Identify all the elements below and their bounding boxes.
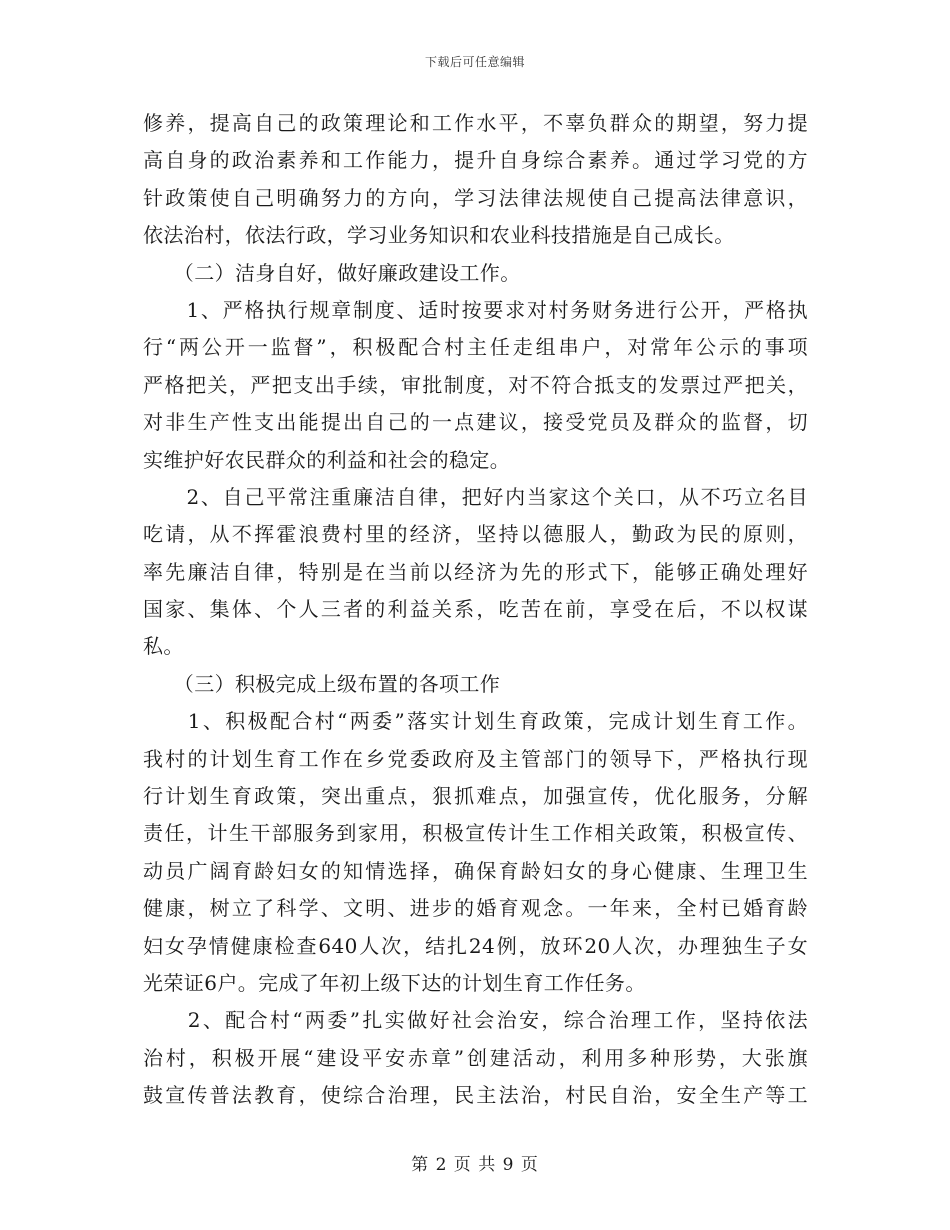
text-line: 1、积极配合村“两委”落实计划生育政策，完成计划生育工作。 <box>143 709 808 734</box>
text-line: 吃请，从不挥霍浪费村里的经济，坚持以德服人，勤政为民的原则， <box>143 522 808 547</box>
text-line: 针政策使自己明确努力的方向，学习法律法规使自己提高法律意识， <box>143 185 808 210</box>
text-line: 行计划生育政策，突出重点，狠抓难点，加强宣传，优化服务，分解 <box>143 784 808 809</box>
text-line: 修养，提高自己的政策理论和工作水平，不辜负群众的期望，努力提 <box>143 111 808 135</box>
text-line: 国家、集体、个人三者的利益关系，吃苦在前，享受在后，不以权谋 <box>143 597 808 622</box>
text-line: 对非生产性支出能提出自己的一点建议，接受党员及群众的监督，切 <box>143 410 808 435</box>
text-line: 严格把关，严把支出手续，审批制度，对不符合抵支的发票过严把关， <box>143 372 808 397</box>
text-line: 私。 <box>143 634 184 659</box>
text-line: 2、自己平常注重廉洁自律，把好内当家这个关口，从不巧立名目 <box>143 484 808 509</box>
text-line: 动员广阔育龄妇女的知情选择，确保育龄妇女的身心健康、生理卫生 <box>143 858 808 883</box>
text-line: 责任，计生干部服务到家用，积极宣传计生工作相关政策，积极宣传、 <box>143 821 808 846</box>
page-number-footer: 第 2 页 共 9 页 <box>411 1155 539 1175</box>
text-line: （二）洁身自好，做好廉政建设工作。 <box>143 260 521 285</box>
text-line: 光荣证6户。完成了年初上级下达的计划生育工作任务。 <box>143 970 646 995</box>
text-line: 1、严格执行规章制度、适时按要求对村务财务进行公开，严格执 <box>143 297 808 322</box>
text-line: 依法治村，依法行政，学习业务知识和农业科技措施是自己成长。 <box>143 223 735 248</box>
text-line: 妇女孕情健康检查640人次，结扎24例，放环20人次，办理独生子女 <box>143 933 808 958</box>
text-line: 治村，积极开展“建设平安赤章”创建活动，利用多种形势，大张旗 <box>143 1045 808 1070</box>
text-line: 健康，树立了科学、文明、进步的婚育观念。一年来，全村已婚育龄 <box>143 896 808 921</box>
text-line: 我村的计划生育工作在乡党委政府及主管部门的领导下，严格执行现 <box>143 746 808 771</box>
text-line: 行“两公开一监督”，积极配合村主任走组串户，对常年公示的事项 <box>143 335 808 360</box>
document-body <box>143 105 808 1115</box>
text-line: 鼓宣传普法教育，使综合治理，民主法治，村民自治，安全生产等工 <box>143 1083 808 1108</box>
text-line: 实维护好农民群众的利益和社会的稳定。 <box>143 447 511 472</box>
header-note: 下载后可任意编辑 <box>424 55 525 69</box>
text-line: 2、配合村“两委”扎实做好社会治安，综合治理工作，坚持依法 <box>143 1008 808 1033</box>
text-line: 率先廉洁自律，特别是在当前以经济为先的形式下，能够正确处理好 <box>143 559 808 584</box>
text-line: （三）积极完成上级布置的各项工作 <box>143 671 501 696</box>
text-line: 高自身的政治素养和工作能力，提升自身综合素养。通过学习党的方 <box>143 148 808 173</box>
